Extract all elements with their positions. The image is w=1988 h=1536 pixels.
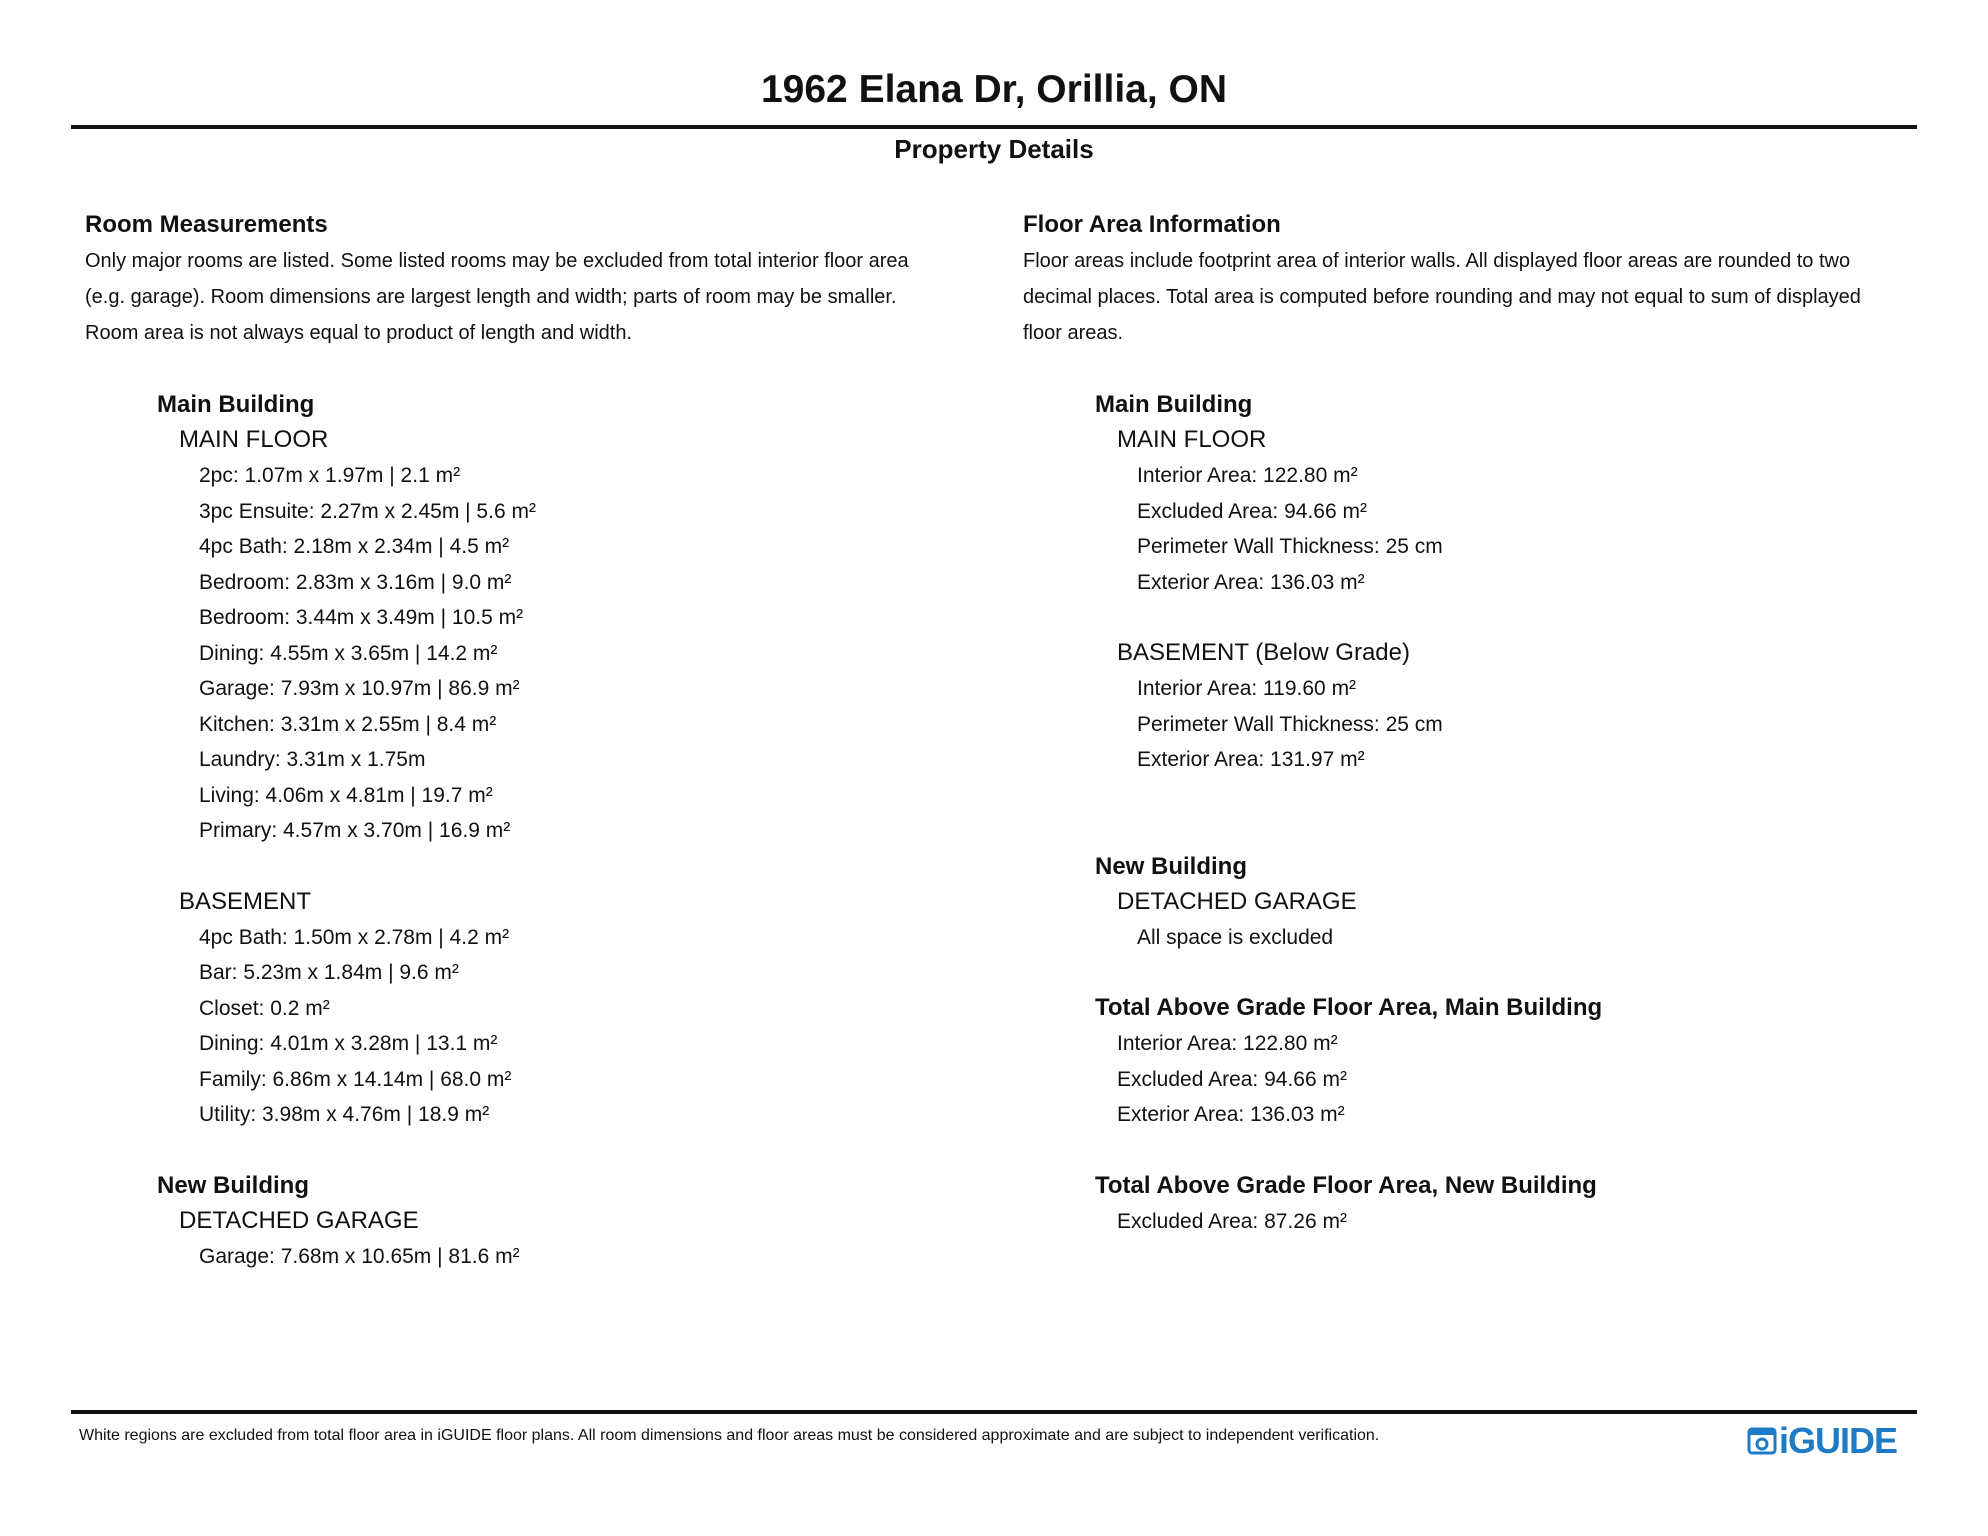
room-measurements-description [85, 243, 985, 351]
total-item: Excluded Area: 94.66 m² [1117, 1067, 1347, 1091]
total-item: Excluded Area: 87.26 m² [1117, 1209, 1347, 1233]
room-item: Family: 6.86m x 14.14m | 68.0 m² [199, 1067, 512, 1091]
room-item: Dining: 4.01m x 3.28m | 13.1 m² [199, 1032, 498, 1055]
iguide-logo-icon [1747, 1426, 1777, 1456]
description-line: floor areas. [1023, 322, 1124, 344]
room-item: Kitchen: 3.31m x 2.55m | 8.4 m² [199, 712, 497, 736]
total-item: Exterior Area: 136.03 m² [1117, 1103, 1345, 1126]
building-label: Main Building [1095, 391, 1253, 418]
room-item: Utility: 3.98m x 4.76m | 18.9 m² [199, 1103, 490, 1126]
floor-area-section [1023, 207, 1923, 1239]
floor-area-heading: Floor Area Information [1023, 211, 1281, 238]
floor-label: BASEMENT [179, 887, 312, 915]
floor-label: MAIN FLOOR [1117, 426, 1267, 453]
room-item: Dining: 4.55m x 3.65m | 14.2 m² [199, 641, 498, 665]
description-line: decimal places. Total area is computed before rounding and may not equal to sum of displayed [1023, 286, 1861, 308]
floor-label: DETACHED GARAGE [1117, 887, 1357, 915]
footer-disclaimer: White regions are excluded from total floor area in iGUIDE floor plans. All room dimensions and floor areas must be considered approximate and are subject to independent verification. [79, 1427, 1380, 1444]
floor-label: MAIN FLOOR [179, 426, 329, 453]
iguide-logo [1747, 1421, 1897, 1461]
floor-area-description [1023, 243, 1923, 351]
floor-label: BASEMENT (Below Grade) [1117, 639, 1410, 666]
description-line: (e.g. garage). Room dimensions are largest length and width; parts of room may be smaller. [85, 286, 897, 308]
room-item: 2pc: 1.07m x 1.97m | 2.1 m² [199, 464, 461, 487]
room-item: Garage: 7.68m x 10.65m | 81.6 m² [199, 1244, 520, 1268]
building-label: New Building [1095, 852, 1247, 880]
area-item: Exterior Area: 131.97 m² [1137, 748, 1365, 771]
room-item: 3pc Ensuite: 2.27m x 2.45m | 5.6 m² [199, 499, 536, 523]
area-item: Exterior Area: 136.03 m² [1137, 570, 1365, 594]
room-item: 4pc Bath: 2.18m x 2.34m | 4.5 m² [199, 535, 510, 558]
building-label: New Building [157, 1171, 309, 1199]
total-item: Interior Area: 122.80 m² [1117, 1032, 1338, 1055]
room-measurements-section [85, 207, 985, 1274]
description-line: Room area is not always equal to product of length and width. [85, 322, 632, 344]
page-subtitle: Property Details [894, 134, 1094, 164]
room-item: Bedroom: 2.83m x 3.16m | 9.0 m² [199, 570, 512, 594]
area-item: Perimeter Wall Thickness: 25 cm [1137, 535, 1443, 558]
room-item: Bar: 5.23m x 1.84m | 9.6 m² [199, 961, 459, 984]
area-item: Interior Area: 122.80 m² [1137, 464, 1358, 487]
header-divider [71, 125, 1917, 129]
building-label: Main Building [157, 391, 315, 418]
room-item: Living: 4.06m x 4.81m | 19.7 m² [199, 783, 493, 807]
floor-label: DETACHED GARAGE [179, 1206, 419, 1234]
area-item: Excluded Area: 94.66 m² [1137, 499, 1367, 523]
room-item: Garage: 7.93m x 10.97m | 86.9 m² [199, 677, 520, 700]
room-item: Laundry: 3.31m x 1.75m [199, 748, 426, 771]
description-line: Only major rooms are listed. Some listed rooms may be excluded from total interior floor area [85, 250, 909, 272]
description-line: Floor areas include footprint area of interior walls. All displayed floor areas are rounded to two [1023, 250, 1851, 272]
room-item: Bedroom: 3.44m x 3.49m | 10.5 m² [199, 606, 524, 629]
room-item: 4pc Bath: 1.50m x 2.78m | 4.2 m² [199, 925, 510, 949]
room-item: Primary: 4.57m x 3.70m | 16.9 m² [199, 819, 511, 842]
iguide-logo-text: iGUIDE [1779, 1420, 1898, 1461]
room-item: Closet: 0.2 m² [199, 996, 330, 1020]
area-item: All space is excluded [1137, 925, 1334, 949]
page-title: 1962 Elana Dr, Orillia, ON [760, 68, 1228, 111]
total-heading: Total Above Grade Floor Area, Main Building [1095, 994, 1603, 1021]
area-item: Interior Area: 119.60 m² [1137, 677, 1357, 700]
total-heading: Total Above Grade Floor Area, New Building [1095, 1171, 1597, 1199]
footer-divider [71, 1410, 1917, 1414]
area-item: Perimeter Wall Thickness: 25 cm [1137, 712, 1443, 736]
room-measurements-heading: Room Measurements [85, 211, 328, 238]
